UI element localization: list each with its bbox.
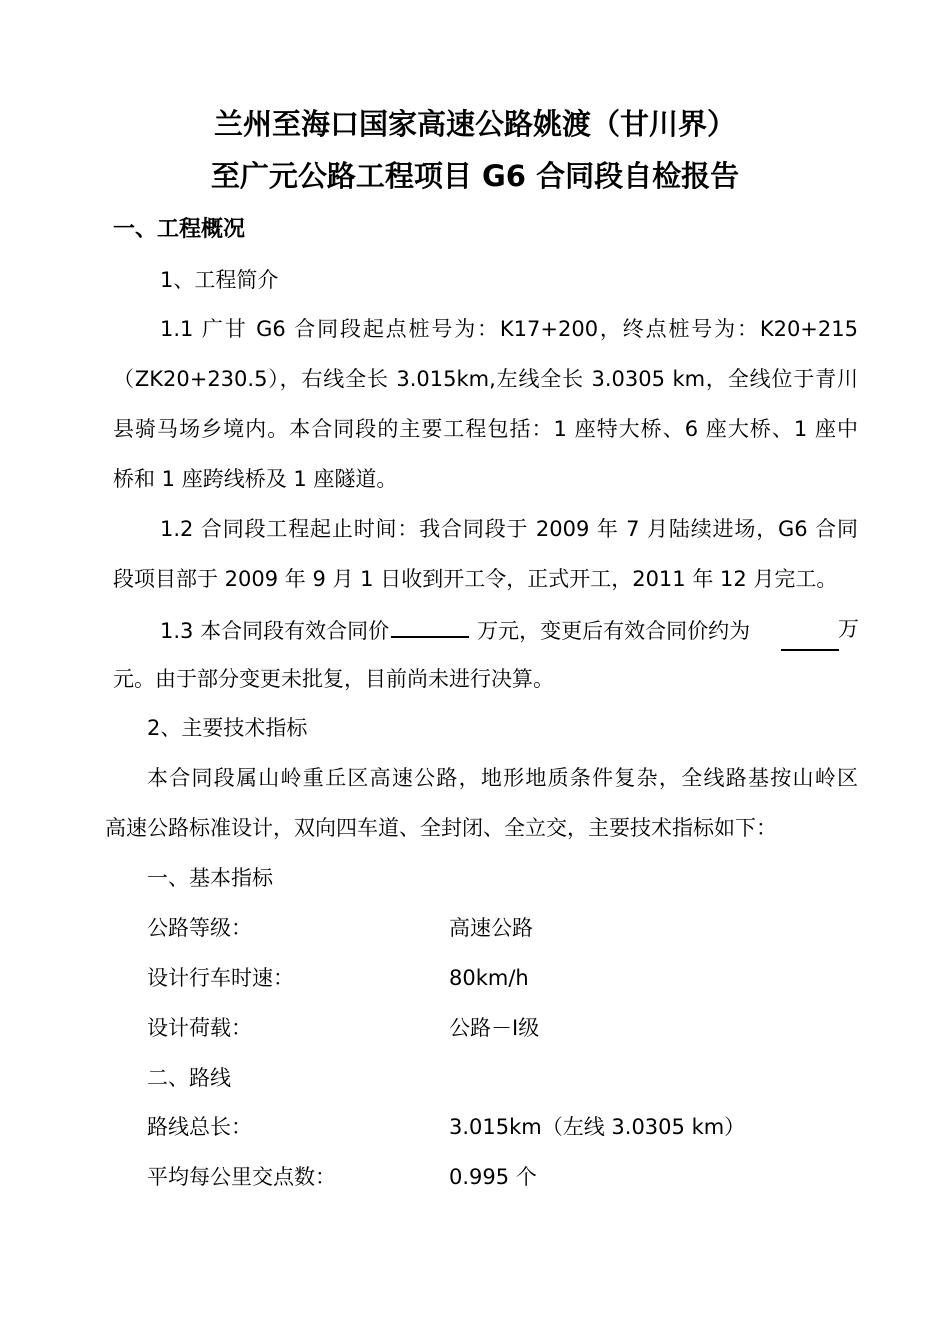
route-label: 路线总长： [147,1115,252,1139]
intro-line2: 高速公路标准设计，双向四车道、全封闭、全立交，主要技术指标如下： [105,816,777,840]
document-title-line2: 至广元公路工程项目 G6 合同段自检报告 [210,159,740,193]
paragraph-1-3-line1 [160,614,750,646]
unit-wan-text: 万 [838,617,859,641]
section-heading-overview: 一、工程概况 [113,217,246,242]
changed-price-text: 万元，变更后有效合同价约为 [477,619,751,643]
subheading-project-intro: 1、工程简介 [160,268,279,292]
indicator-value: 公路－Ⅰ级 [449,1016,540,1040]
paragraph-1-1-line2: （ZK20+230.5），右线全长 3.015km,左线全长 3.0305 km，全线位于青川 [113,367,858,391]
intro-line1: 本合同段属山岭重丘区高速公路，地形地质条件复杂，全线路基按山岭区 [147,766,858,790]
paragraph-1-2-line2: 段项目部于 2009 年 9 月 1 日收到开工令，正式开工，2011 年 12 月完工。 [113,567,838,591]
route-value: 0.995 个 [449,1165,537,1189]
contract-price-text: 1.3 本合同段有效合同价 [160,619,390,643]
subheading-technical-indicators: 2、主要技术指标 [147,716,308,740]
indicator-label: 设计荷载： [147,1016,252,1040]
indicator-value: 80km/h [449,966,529,990]
changed-price-blank [781,627,839,651]
paragraph-1-2-line1: 1.2 合同段工程起止时间：我合同段于 2009 年 7 月陆续进场，G6 合同 [160,517,858,541]
document-title-line1: 兰州至海口国家高速公路姚渡（甘川界） [213,107,736,141]
paragraph-1-1-line4: 桥和 1 座跨线桥及 1 座隧道。 [113,467,398,491]
route-heading: 二、路线 [147,1066,231,1090]
route-value: 3.015km（左线 3.0305 km） [449,1115,746,1139]
contract-price-blank [391,614,469,638]
indicator-value: 高速公路 [449,916,533,940]
indicator-label: 设计行车时速： [147,966,294,990]
paragraph-1-1-line1: 1.1 广甘 G6 合同段起点桩号为：K17+200，终点桩号为：K20+215 [160,317,858,341]
basic-indicators-heading: 一、基本指标 [147,866,273,890]
route-label: 平均每公里交点数： [147,1165,336,1189]
indicator-label: 公路等级： [147,916,252,940]
paragraph-1-3-line2: 元。由于部分变更未批复，目前尚未进行决算。 [113,667,554,691]
paragraph-1-1-line3: 县骑马场乡境内。本合同段的主要工程包括：1 座特大桥、6 座大桥、1 座中 [113,417,858,441]
